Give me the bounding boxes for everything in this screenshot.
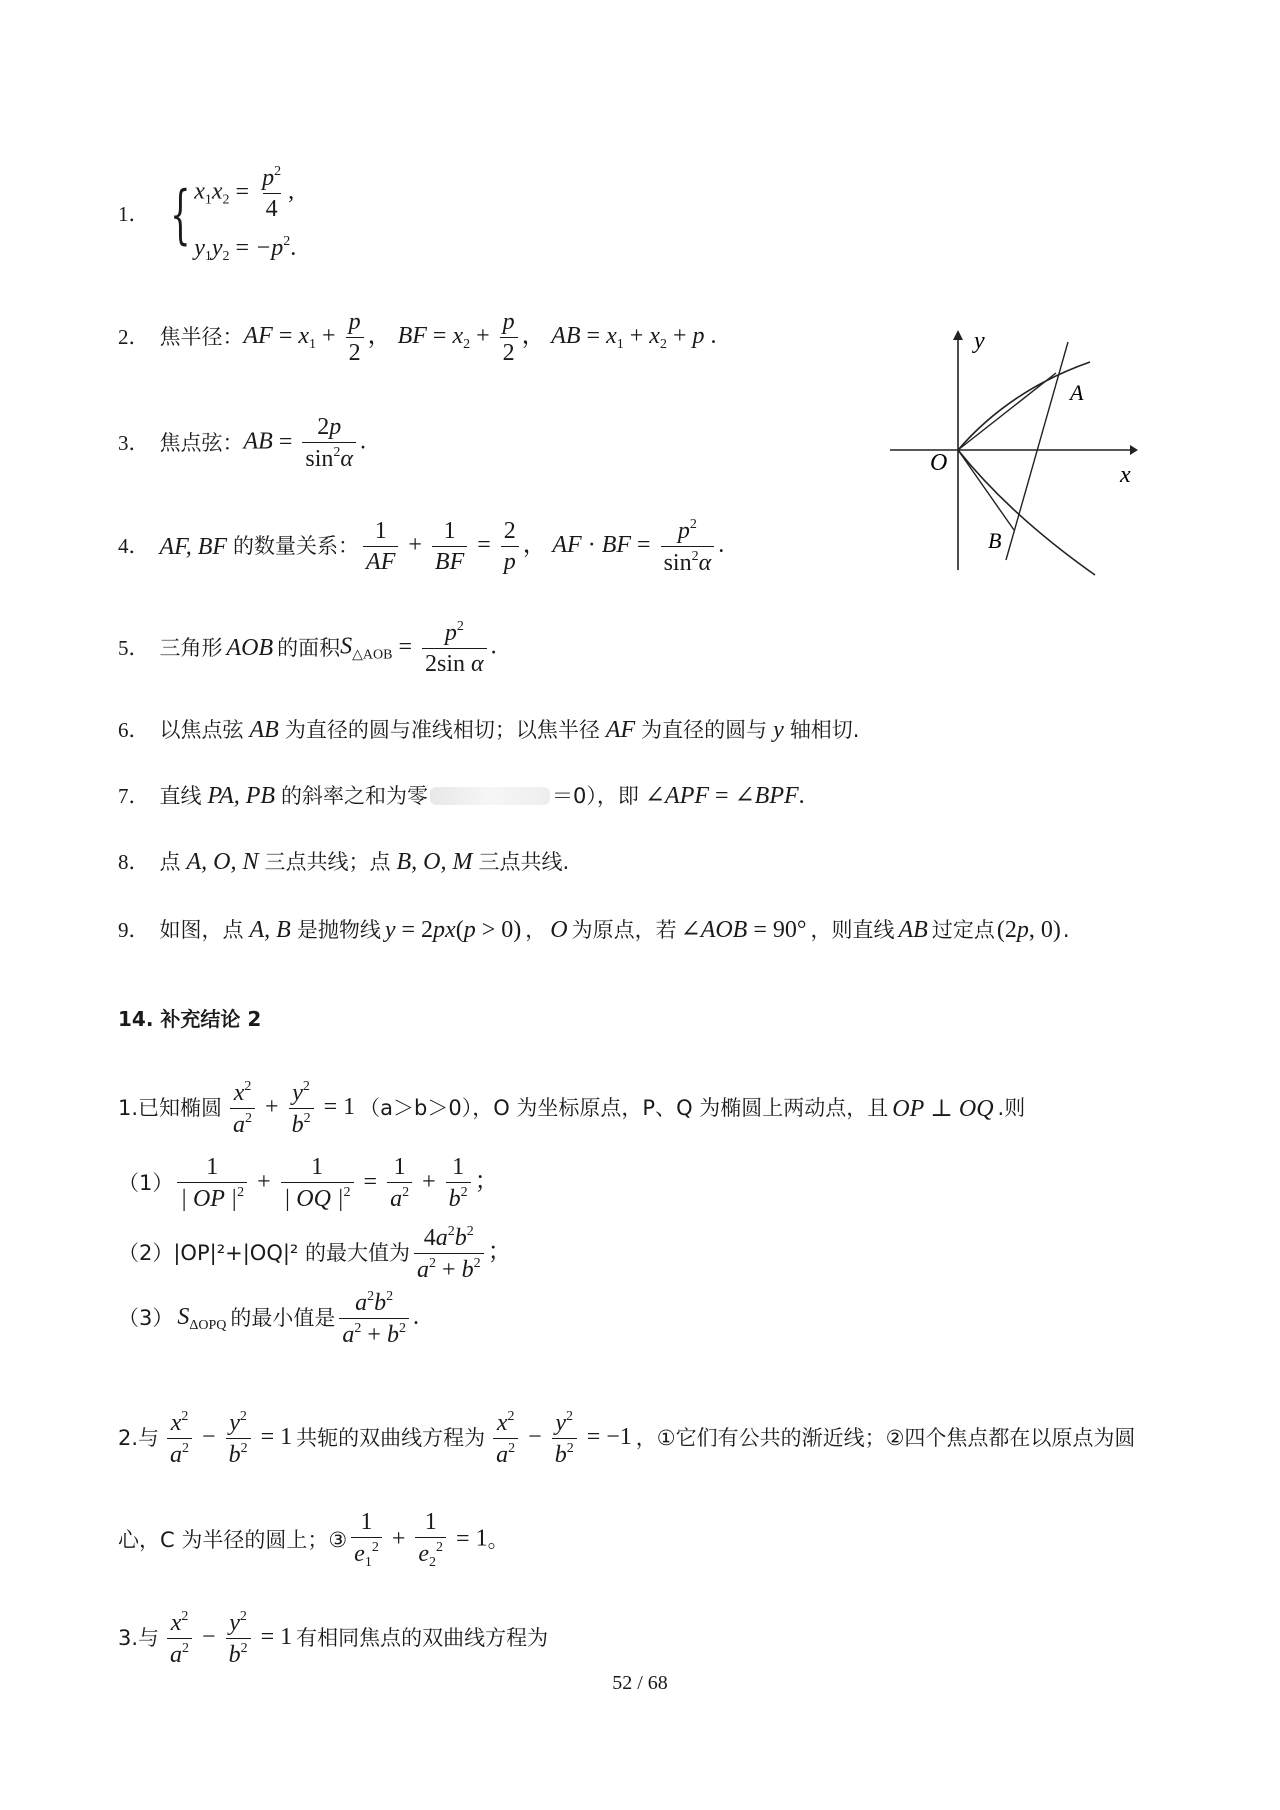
parabola-graph (880, 320, 1140, 580)
line-ab (1006, 342, 1068, 560)
item-6: 6． 以焦点弦 AB 为直径的圆与准线相切；以焦半径 AF 为直径的圆与 y 轴相切. (118, 717, 860, 743)
page-number: 52 / 68 (612, 1672, 668, 1694)
point-a-label: A (1070, 380, 1084, 405)
item-7: 7． 直线 PA, PB 的斜率之和为零 ＝0），即 ∠APF = ∠BPF. (118, 783, 805, 809)
chord-ob (958, 450, 1014, 530)
focal-chord-label: 焦点弦： (159, 430, 244, 455)
item-9: 9． 如图，点 A, B 是抛物线 y = 2px(p > 0) ， O 为原点，若 ∠AOB = 90° ，则直线 AB 过定点 (2p, 0) . (118, 917, 1070, 943)
s1-part1: （1） $\frac{1}{| OP |^2}$ + $\frac{1}{| OQ |^2}$ = $\frac{1}{a^2}$ + $\frac{1}{b^2}$ ； (118, 1154, 499, 1212)
relation-formula: $\frac{1}{AF}$ + $\frac{1}{BF}$ = $\frac{2}{p}$ ， AF · BF = $\frac{p^2}{\sin^2\alpha}$ . (359, 518, 724, 575)
y-label: y (974, 328, 985, 354)
item-number: 1． (118, 202, 150, 226)
item-8: 8． 点 A, O, N 三点共线；点 B, O, M 三点共线. (118, 849, 570, 875)
item-4: 4． AF, BF 的数量关系： $\frac{1}{AF}$ + $\frac{1}{BF}$ = $\frac{2}{p}$ ， AF · BF = $\frac{p^2}{\sin^2\alpha}$ . (118, 517, 725, 576)
item-5: 5． 三角形 AOB 的面积 $S_{\triangle AOB}$ = $\frac{p^2}{\text{2sin α}}$ . (118, 619, 497, 677)
s1-part2: （2）|OP|²+|OQ|² 的最大值为 $\frac{4a^2b^2}{a^2 + b^2}$ ； (118, 1224, 512, 1283)
y-axis-arrow (953, 330, 963, 340)
point-b-label: B (988, 528, 1002, 553)
area-formula: $S_{\triangle AOB}$ = $\frac{p^2}{\text{2sin α}}$ . (340, 619, 497, 677)
s1-part3: （3） $S_{\Delta OPQ}$ 的最小值是 $\frac{a^2b^2}{a^2 + b^2}$ . (118, 1289, 419, 1348)
x-axis-arrow (1130, 445, 1138, 455)
s3-line: 3.与 $\frac{x^2}{a^2}$ − $\frac{y^2}{b^2}$ = 1 有相同焦点的双曲线方程为 (118, 1609, 549, 1668)
item-1 (118, 165, 296, 264)
system-equations: $x_1x_2$ = $\frac{p^2}{4}$ , $y_1y_2 = -p^2$. (194, 164, 297, 264)
item-3: 3． 焦点弦： AB = $\frac{2p}{\sin^2\alpha}$ . (118, 414, 366, 472)
item-2: 2． 焦半径： AF = $x_1$ + $\frac{p}{2}$ ， BF = $x_2$ + $\frac{p}{2}$ ， AB = $x_1 + x_2 + p$ . (118, 309, 717, 366)
section-heading: 14. 补充结论 2 (118, 1007, 262, 1031)
s1-intro: 1.已知椭圆 $\frac{x^2}{a^2}$ + $\frac{y^2}{b^2}$ = 1 （a＞b＞0），O 为坐标原点，P、Q 为椭圆上两动点，且 OP ⊥ OQ .则 (118, 1079, 1026, 1138)
x-label: x (1120, 462, 1131, 488)
focal-radius-formula: AF = $x_1$ + $\frac{p}{2}$ ， BF = $x_2$ + $\frac{p}{2}$ ， AB = $x_1 + x_2 + p$ . (243, 309, 717, 366)
s2-line1: 2.与 $\frac{x^2}{a^2}$ − $\frac{y^2}{b^2}$ = 1 共轭的双曲线方程为 $\frac{x^2}{a^2}$ − $\frac{y^2}{b^2}$ = −1 ，①它们有公共的渐近线；②四个焦点都在以原点为圆 (118, 1409, 1136, 1468)
origin-label: O (930, 450, 948, 476)
s2-line2: 心，C 为半径的圆上；③ $\frac{1}{e_1^2}$ + $\frac{1}{e_2^2}$ = 1 。 (118, 1509, 509, 1570)
relation-label: 的数量关系： (233, 534, 360, 558)
system-brace: { (169, 177, 191, 252)
focal-chord-formula: AB = $\frac{2p}{\sin^2\alpha}$ . (243, 414, 366, 472)
chord-oa (958, 373, 1056, 450)
blurred-region (430, 787, 550, 805)
focal-radius-label: 焦半径： (159, 325, 244, 349)
